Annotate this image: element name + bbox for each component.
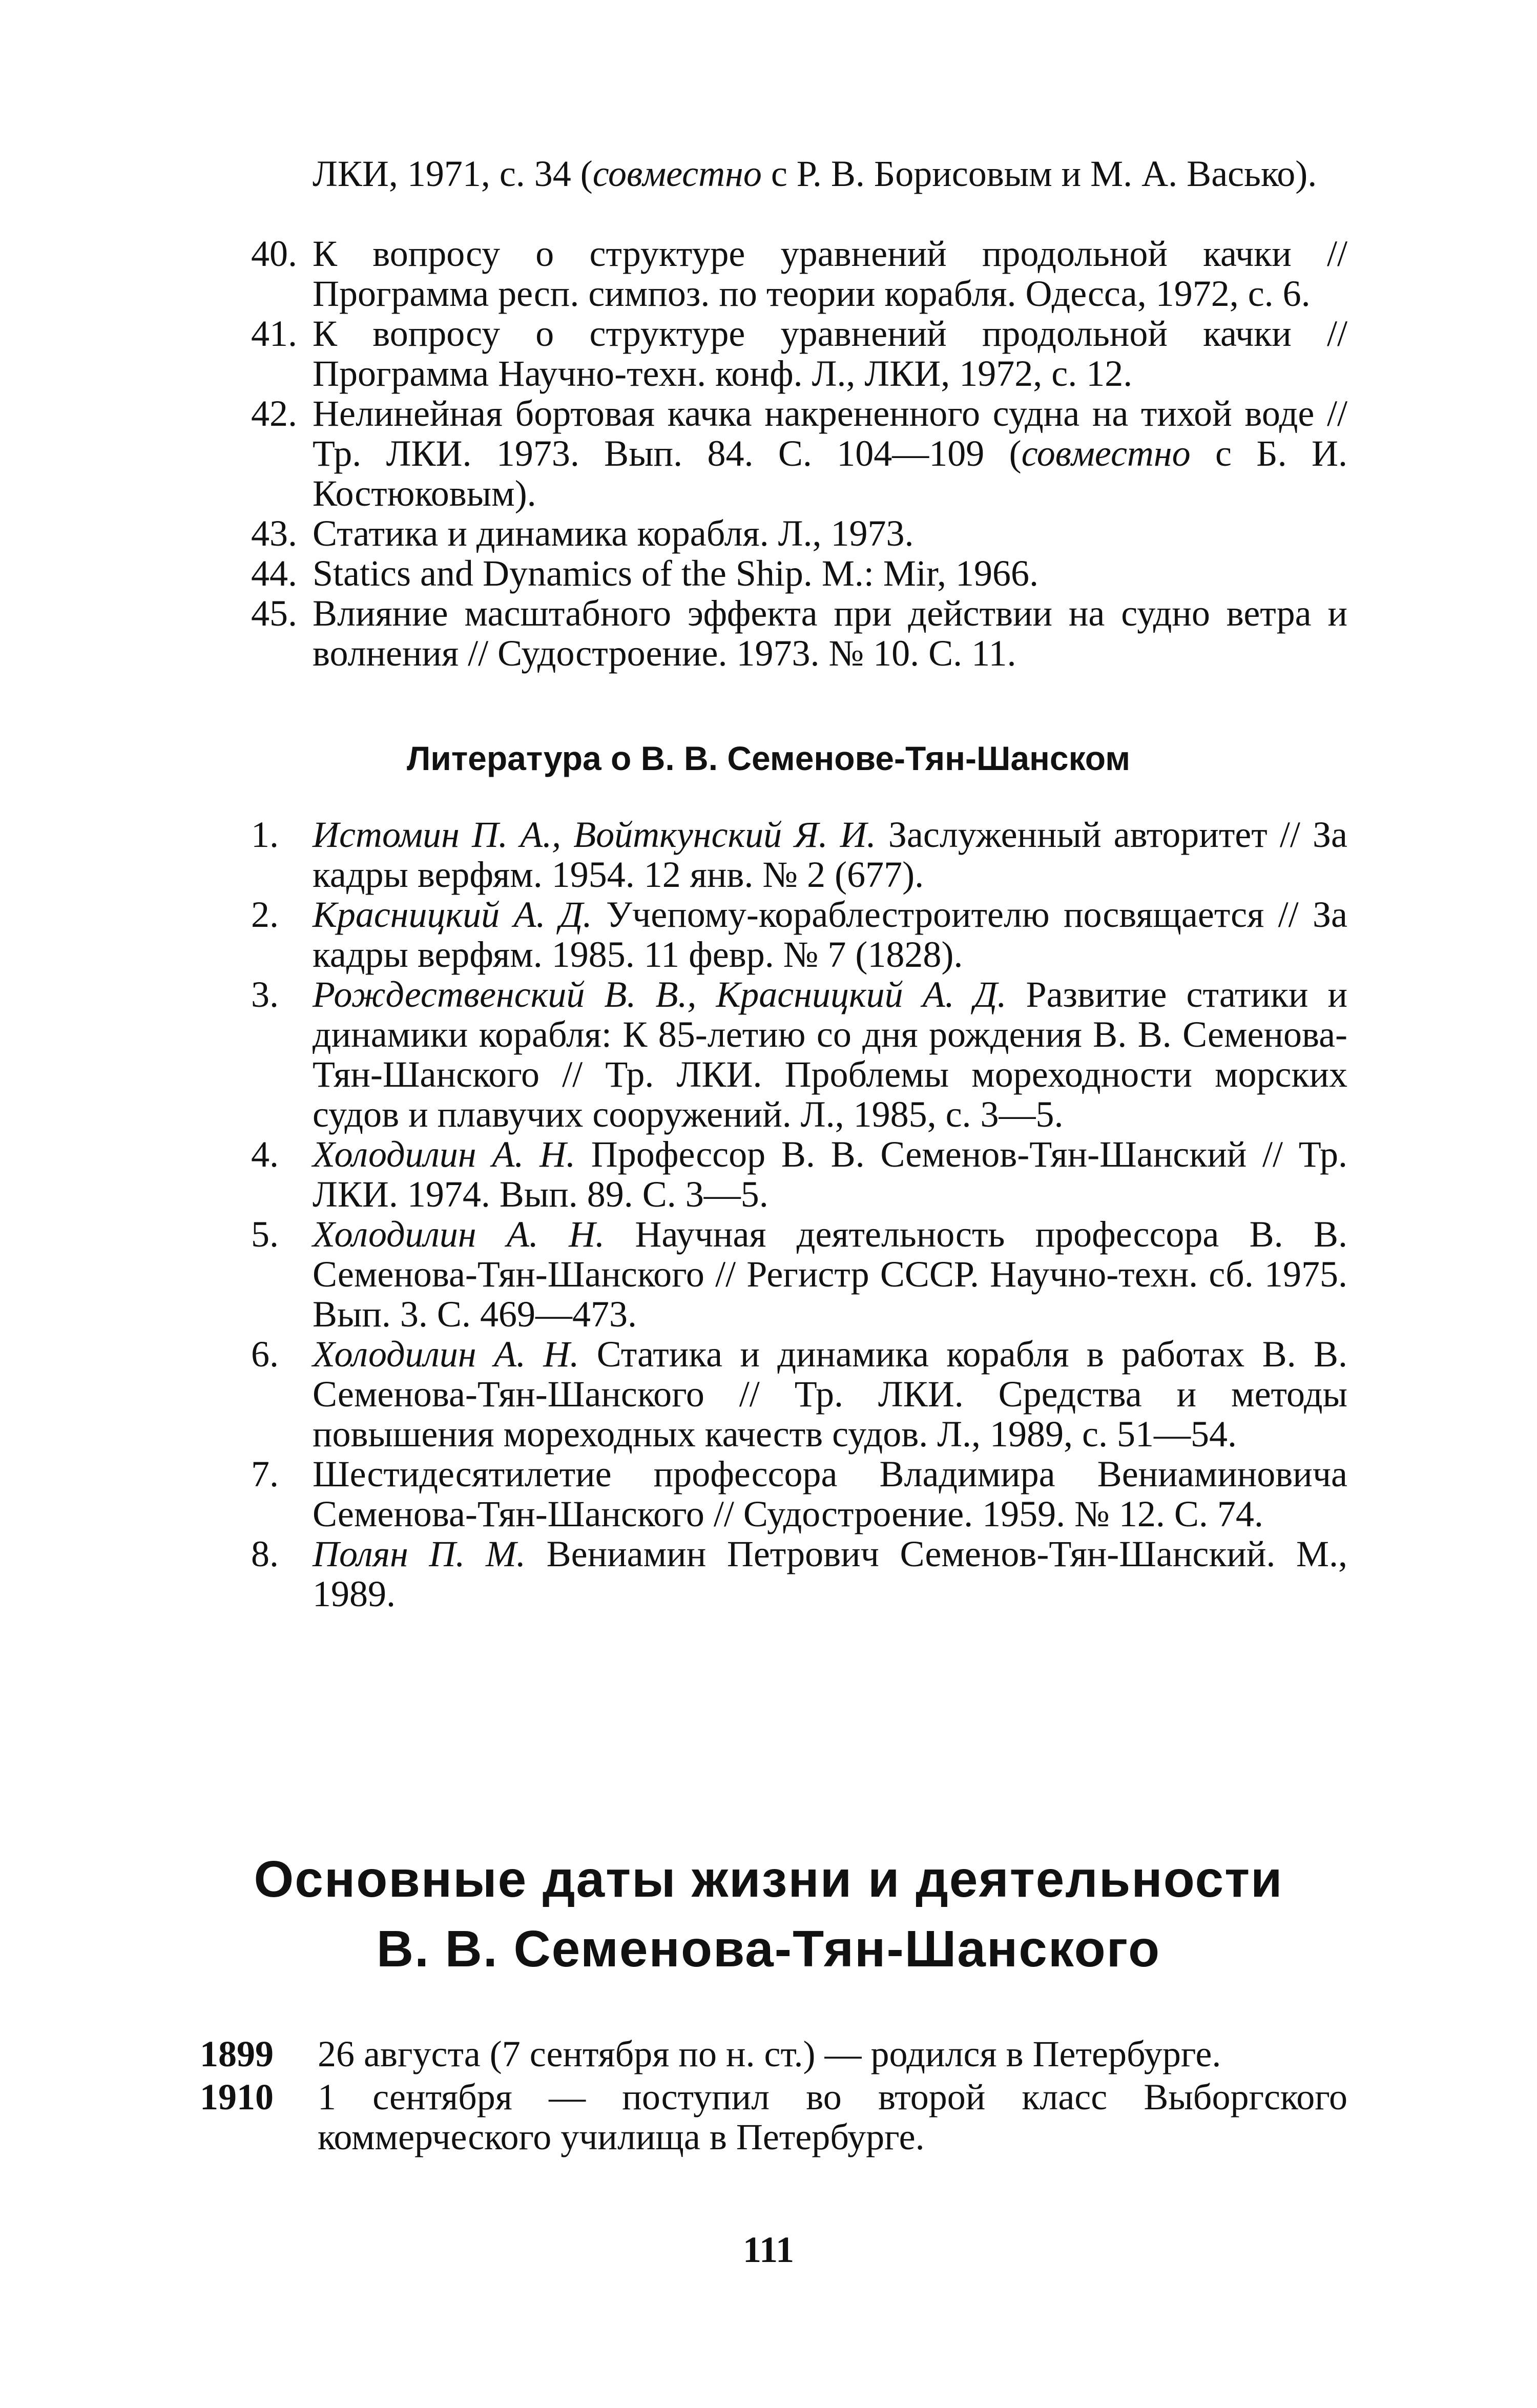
chronology-text: 26 августа (7 сентября по н. ст.) — родился в Петербурге.	[318, 2033, 1221, 2074]
item-title: Развитие статики и динамики корабля: К 85-летию со дня рождения В. В. Семенова-Тян-Шанского // Тр. ЛКИ. Проблемы мореходности морских судов и плавучих сооружений. Л., 1985, с. 3—5.	[313, 974, 1347, 1135]
item-authors: Холодилин А. Н.	[313, 1134, 576, 1175]
item-title: Шестидесятилетие профессора Владимира Вениаминовича Семенова-Тян-Шанского // Судостроение. 1959. № 12. С. 74.	[313, 1454, 1347, 1534]
continued-entry-italic: совместно	[592, 153, 762, 194]
item-text-italic: совместно	[1021, 433, 1191, 474]
continued-entry-suffix: с Р. В. Борисовым и М. А. Васько).	[761, 153, 1317, 194]
item-number: 40.	[251, 233, 297, 274]
item-authors: Холодилин А. Н.	[313, 1214, 605, 1255]
item-title: Научная деятельность профессора В. В. Семенова-Тян-Шанского // Регистр СССР. Научно-техн. сб. 1975. Вып. 3. С. 469—473.	[313, 1214, 1347, 1335]
item-text	[313, 1134, 1347, 1214]
literature-item	[251, 815, 1347, 895]
item-number: 3.	[251, 974, 279, 1015]
item-text	[313, 1454, 1347, 1534]
item-text	[313, 815, 1347, 895]
chapter-title	[0, 1844, 1537, 1984]
chronology-text: 1 сентября — поступил во второй класс Выборгского коммерческого училища в Петербурге.	[318, 2077, 1347, 2157]
item-title: Заслуженный авторитет // За кадры верфям. 1954. 12 янв. № 2 (677).	[313, 814, 1347, 895]
item-number: 7.	[251, 1454, 279, 1494]
item-number: 41.	[251, 313, 297, 354]
literature-item	[251, 1454, 1347, 1534]
item-number: 1.	[251, 814, 279, 855]
item-text	[313, 393, 1347, 513]
item-text: Статика и динамика корабля. Л., 1973.	[313, 513, 914, 554]
item-authors: Рождественский В. В., Красницкий А. Д.	[313, 974, 1007, 1015]
item-number: 45.	[251, 593, 297, 634]
literature-item	[251, 1534, 1347, 1614]
chapter-title-line-2: В. В. Семенова-Тян-Шанского	[376, 1920, 1161, 1978]
item-text-main: Нелинейная бортовая качка накрененного судна на тихой воде // Тр. ЛКИ. 1973. Вып. 84. С. 104—109 (	[313, 393, 1347, 474]
item-text: Влияние масштабного эффекта при действии на судно ветра и волнения // Судостроение. 1973. № 10. С. 11.	[313, 593, 1347, 674]
item-authors: Полян П. М.	[313, 1533, 526, 1574]
item-text: К вопросу о структуре уравнений продольной качки // Программа респ. симпоз. по теории корабля. Одесса, 1972, с. 6.	[313, 233, 1347, 314]
item-text: К вопросу о структуре уравнений продольной качки // Программа Научно-техн. конф. Л., ЛКИ, 1972, с. 12.	[313, 313, 1347, 394]
item-number: 43.	[251, 513, 297, 554]
literature-item	[251, 895, 1347, 974]
item-authors: Истомин П. А., Войткунский Я. И.	[313, 814, 876, 855]
item-title: Учепому-кораблестроителю посвящается // За кадры верфям. 1985. 11 февр. № 7 (1828).	[313, 894, 1347, 975]
literature-list	[251, 815, 1347, 1614]
works-item	[251, 593, 1347, 673]
literature-item	[251, 974, 1347, 1134]
works-item	[251, 393, 1347, 513]
literature-item	[251, 1334, 1347, 1454]
literature-item	[251, 1134, 1347, 1214]
chronology-year: 1899	[200, 2033, 274, 2074]
chronology-year: 1910	[200, 2077, 274, 2118]
item-text: Statics and Dynamics of the Ship. M.: Mir, 1966.	[313, 553, 1039, 594]
works-list	[251, 234, 1347, 673]
works-item	[251, 553, 1347, 593]
item-text	[313, 1334, 1347, 1454]
works-item	[251, 513, 1347, 553]
item-title: Статика и динамика корабля в работах В. В. Семенова-Тян-Шанского // Тр. ЛКИ. Средства и методы повышения мореходных качеств судов. Л., 1989, с. 51—54.	[313, 1334, 1347, 1455]
item-number: 44.	[251, 553, 297, 594]
page-number: 111	[742, 2229, 795, 2270]
item-number: 4.	[251, 1134, 279, 1175]
item-authors: Красницкий А. Д.	[313, 894, 592, 935]
item-number: 5.	[251, 1214, 279, 1255]
item-number: 42.	[251, 393, 297, 434]
continued-entry	[313, 154, 1347, 194]
continued-entry-text: ЛКИ, 1971, с. 34 (	[313, 153, 593, 194]
section-heading: Литература о В. В. Семенове-Тян-Шанском	[406, 739, 1131, 777]
item-title: Профессор В. В. Семенов-Тян-Шанский // Тр. ЛКИ. 1974. Вып. 89. С. 3—5.	[313, 1134, 1347, 1215]
item-text-suffix: с Б. И. Костюковым).	[313, 433, 1347, 514]
item-authors: Холодилин А. Н.	[313, 1334, 579, 1375]
item-text	[313, 1534, 1347, 1614]
works-item	[251, 314, 1347, 393]
item-text	[313, 895, 1347, 974]
chronology-entry	[200, 2077, 1347, 2157]
item-number: 6.	[251, 1334, 279, 1375]
works-item	[251, 234, 1347, 314]
item-title: Вениамин Петрович Семенов-Тян-Шанский. М., 1989.	[313, 1533, 1348, 1614]
item-number: 2.	[251, 894, 279, 935]
item-text	[313, 974, 1347, 1134]
item-number: 8.	[251, 1533, 279, 1574]
chronology-entry	[200, 2034, 1347, 2074]
literature-item	[251, 1214, 1347, 1334]
chapter-title-line-1: Основные даты жизни и деятельности	[254, 1851, 1283, 1908]
chronology	[200, 2034, 1347, 2160]
item-text	[313, 1214, 1347, 1334]
